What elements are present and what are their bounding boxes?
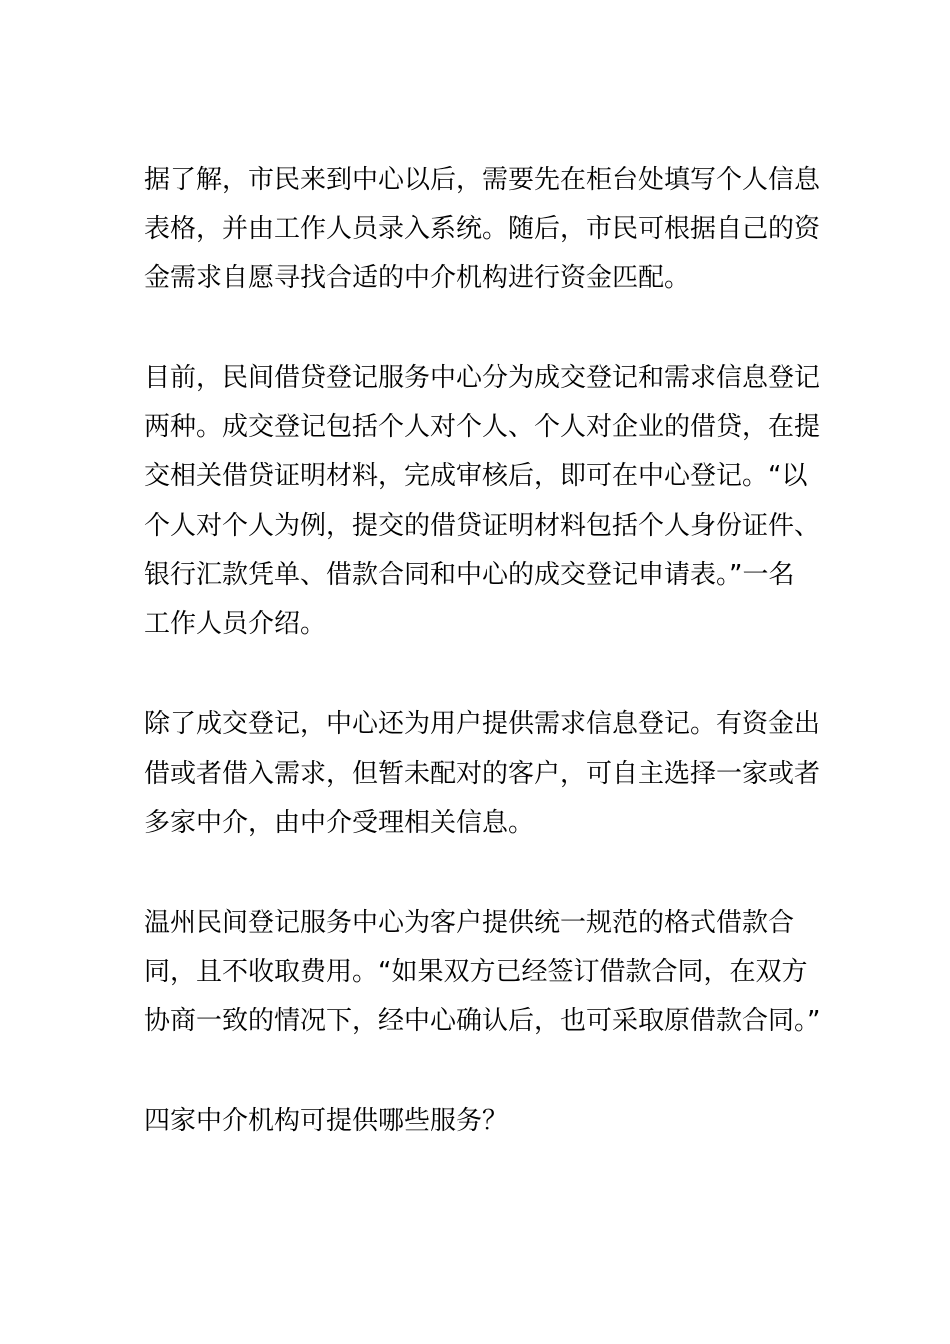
paragraph-2-line-3: 交相关借贷证明材料，完成审核后，即可在中心登记。“以: [144, 461, 808, 491]
paragraph-4-line-3: 协商一致的情况下，经中心确认后，也可采取原借款合同。”: [144, 1006, 821, 1036]
paragraph-2-line-1: 目前，民间借贷登记服务中心分为成交登记和需求信息登记: [144, 363, 821, 393]
paragraph-1-line-3: 金需求自愿寻找合适的中介机构进行资金匹配。: [144, 263, 691, 293]
paragraph-3-line-3: 多家中介，由中介受理相关信息。: [144, 808, 535, 838]
paragraph-2-line-4: 个人对个人为例，提交的借贷证明材料包括个人身份证件、: [144, 511, 821, 541]
paragraph-4-line-1: 温州民间登记服务中心为客户提供统一规范的格式借款合: [144, 908, 795, 938]
paragraph-3-line-1: 除了成交登记，中心还为用户提供需求信息登记。有资金出: [144, 709, 821, 739]
paragraph-1-line-2: 表格，并由工作人员录入系统。随后，市民可根据自己的资: [144, 214, 821, 244]
paragraph-4-line-2: 同，且不收取费用。“如果双方已经签订借款合同，在双方: [144, 957, 808, 987]
paragraph-2-line-2: 两种。成交登记包括个人对个人、个人对企业的借贷，在提: [144, 412, 821, 442]
paragraph-1-line-1: 据了解，市民来到中心以后，需要先在柜台处填写个人信息: [144, 165, 821, 195]
section-heading: 四家中介机构可提供哪些服务？: [144, 1106, 509, 1136]
paragraph-2-line-5: 银行汇款凭单、借款合同和中心的成交登记申请表。”一名: [144, 560, 795, 590]
paragraph-2-line-6: 工作人员介绍。: [144, 609, 327, 639]
paragraph-3-line-2: 借或者借入需求，但暂未配对的客户，可自主选择一家或者: [144, 759, 821, 789]
